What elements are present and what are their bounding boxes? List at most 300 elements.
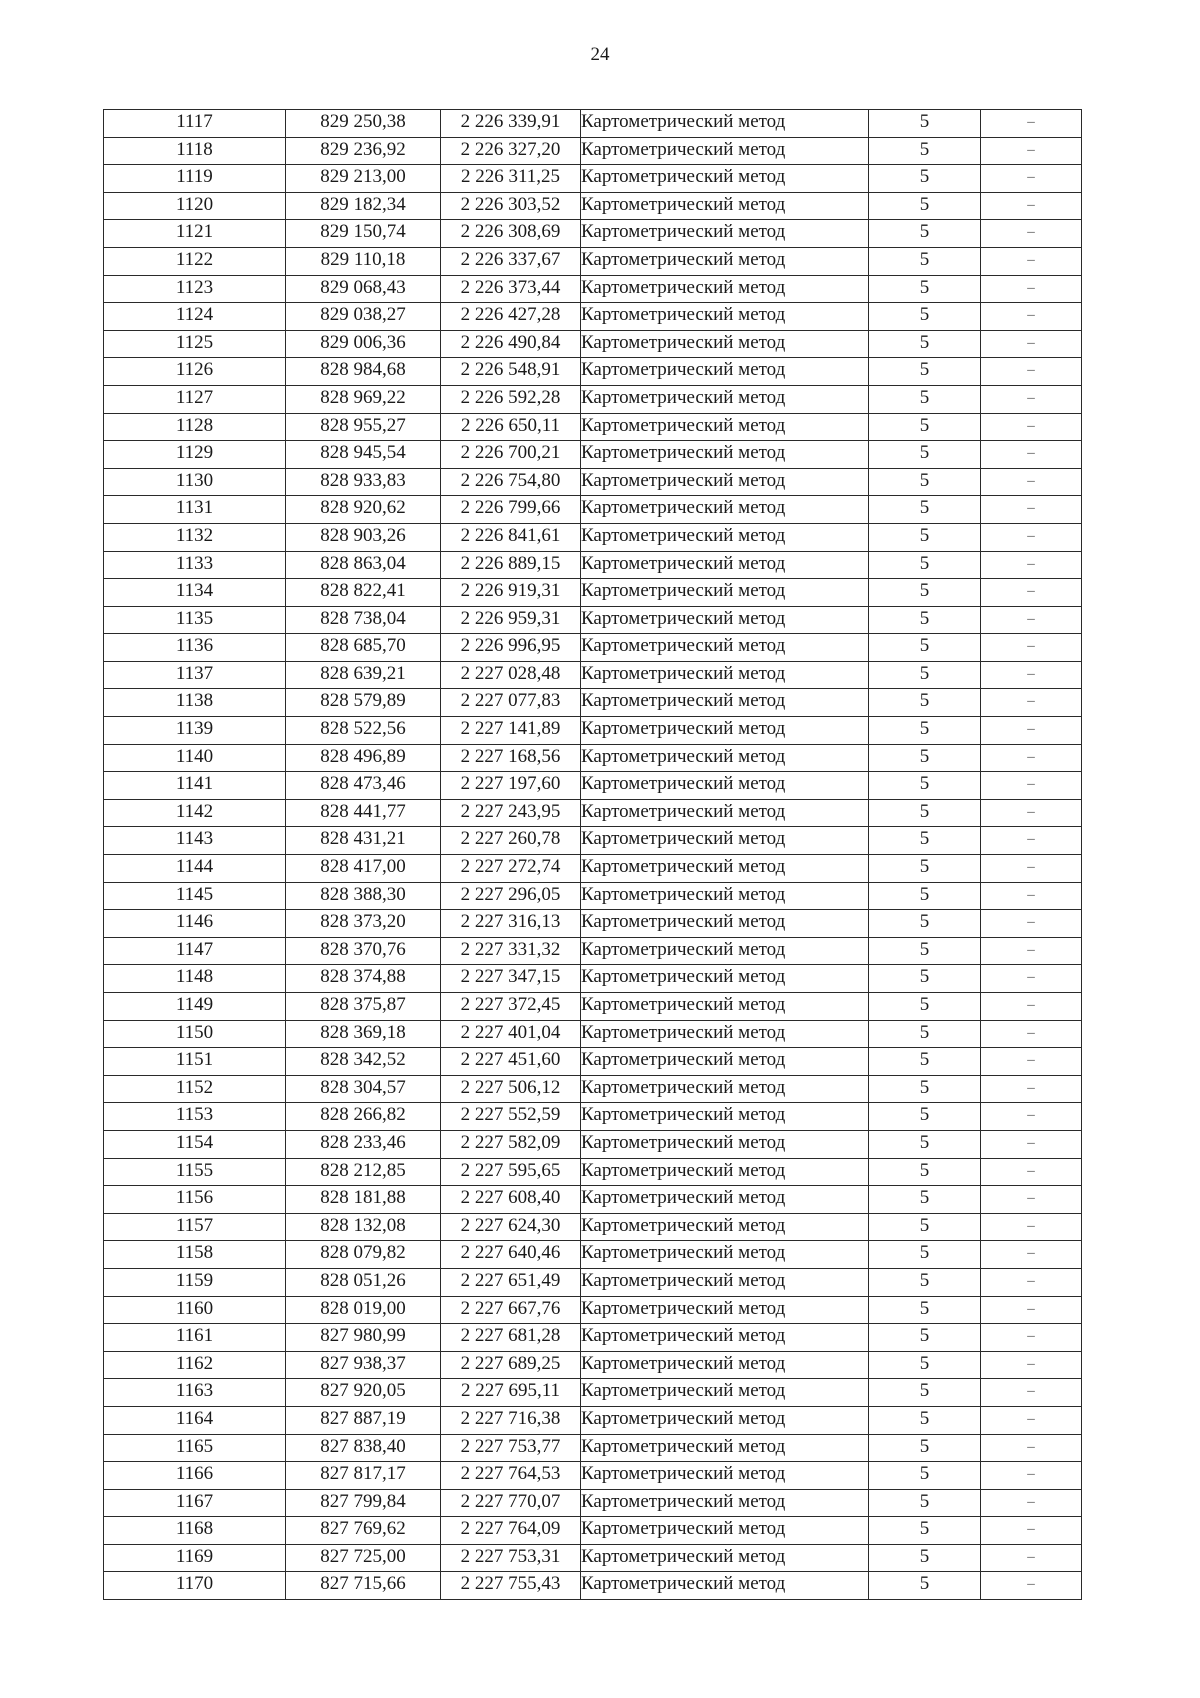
table-row [104, 1434, 1082, 1462]
note-cell: – [981, 1406, 1082, 1434]
accuracy-cell: 5 [869, 1434, 981, 1462]
accuracy-cell: 5 [869, 275, 981, 303]
x-coordinate-cell: 828 969,22 [286, 385, 441, 413]
y-coordinate-cell: 2 227 243,95 [441, 799, 581, 827]
point-number-cell: 1164 [104, 1406, 286, 1434]
accuracy-cell: 5 [869, 1213, 981, 1241]
note-cell: – [981, 1517, 1082, 1545]
coordinates-table [103, 109, 1082, 1600]
point-number-cell: 1126 [104, 358, 286, 386]
accuracy-cell: 5 [869, 717, 981, 745]
point-number-cell: 1147 [104, 937, 286, 965]
point-number-cell: 1161 [104, 1324, 286, 1352]
y-coordinate-cell: 2 227 451,60 [441, 1048, 581, 1076]
table-row [104, 1103, 1082, 1131]
x-coordinate-cell: 827 980,99 [286, 1324, 441, 1352]
y-coordinate-cell: 2 226 592,28 [441, 385, 581, 413]
x-coordinate-cell: 828 370,76 [286, 937, 441, 965]
x-coordinate-cell: 827 838,40 [286, 1434, 441, 1462]
accuracy-cell: 5 [869, 330, 981, 358]
note-cell: – [981, 827, 1082, 855]
point-number-cell: 1130 [104, 468, 286, 496]
x-coordinate-cell: 828 266,82 [286, 1103, 441, 1131]
y-coordinate-cell: 2 227 347,15 [441, 965, 581, 993]
y-coordinate-cell: 2 227 689,25 [441, 1351, 581, 1379]
y-coordinate-cell: 2 226 799,66 [441, 496, 581, 524]
table-row [104, 606, 1082, 634]
method-cell: Картометрический метод [581, 1517, 869, 1545]
method-cell: Картометрический метод [581, 1020, 869, 1048]
method-cell: Картометрический метод [581, 1296, 869, 1324]
table-row [104, 965, 1082, 993]
y-coordinate-cell: 2 227 695,11 [441, 1379, 581, 1407]
accuracy-cell: 5 [869, 1379, 981, 1407]
method-cell: Картометрический метод [581, 1544, 869, 1572]
note-cell: – [981, 441, 1082, 469]
method-cell: Картометрический метод [581, 496, 869, 524]
point-number-cell: 1131 [104, 496, 286, 524]
table-row [104, 937, 1082, 965]
method-cell: Картометрический метод [581, 1241, 869, 1269]
x-coordinate-cell: 828 342,52 [286, 1048, 441, 1076]
point-number-cell: 1117 [104, 110, 286, 138]
y-coordinate-cell: 2 227 552,59 [441, 1103, 581, 1131]
x-coordinate-cell: 827 799,84 [286, 1489, 441, 1517]
point-number-cell: 1118 [104, 137, 286, 165]
method-cell: Картометрический метод [581, 1489, 869, 1517]
x-coordinate-cell: 828 920,62 [286, 496, 441, 524]
x-coordinate-cell: 827 769,62 [286, 1517, 441, 1545]
accuracy-cell: 5 [869, 551, 981, 579]
accuracy-cell: 5 [869, 137, 981, 165]
y-coordinate-cell: 2 227 506,12 [441, 1075, 581, 1103]
x-coordinate-cell: 828 639,21 [286, 661, 441, 689]
y-coordinate-cell: 2 227 640,46 [441, 1241, 581, 1269]
table-row [104, 1351, 1082, 1379]
method-cell: Картометрический метод [581, 1158, 869, 1186]
x-coordinate-cell: 828 019,00 [286, 1296, 441, 1324]
y-coordinate-cell: 2 227 755,43 [441, 1572, 581, 1600]
table-row [104, 1241, 1082, 1269]
method-cell: Картометрический метод [581, 1572, 869, 1600]
accuracy-cell: 5 [869, 192, 981, 220]
accuracy-cell: 5 [869, 1241, 981, 1269]
table-row [104, 1268, 1082, 1296]
method-cell: Картометрический метод [581, 1268, 869, 1296]
x-coordinate-cell: 828 051,26 [286, 1268, 441, 1296]
y-coordinate-cell: 2 227 372,45 [441, 993, 581, 1021]
note-cell: – [981, 1075, 1082, 1103]
point-number-cell: 1120 [104, 192, 286, 220]
note-cell: – [981, 1489, 1082, 1517]
method-cell: Картометрический метод [581, 1130, 869, 1158]
x-coordinate-cell: 828 579,89 [286, 689, 441, 717]
table-row [104, 1020, 1082, 1048]
accuracy-cell: 5 [869, 1324, 981, 1352]
point-number-cell: 1133 [104, 551, 286, 579]
point-number-cell: 1122 [104, 247, 286, 275]
point-number-cell: 1152 [104, 1075, 286, 1103]
accuracy-cell: 5 [869, 496, 981, 524]
table-row [104, 772, 1082, 800]
method-cell: Картометрический метод [581, 358, 869, 386]
note-cell: – [981, 523, 1082, 551]
method-cell: Картометрический метод [581, 855, 869, 883]
method-cell: Картометрический метод [581, 1324, 869, 1352]
note-cell: – [981, 1351, 1082, 1379]
note-cell: – [981, 910, 1082, 938]
note-cell: – [981, 799, 1082, 827]
x-coordinate-cell: 828 431,21 [286, 827, 441, 855]
point-number-cell: 1156 [104, 1186, 286, 1214]
accuracy-cell: 5 [869, 1572, 981, 1600]
point-number-cell: 1151 [104, 1048, 286, 1076]
method-cell: Картометрический метод [581, 910, 869, 938]
table-row [104, 744, 1082, 772]
table-row [104, 220, 1082, 248]
point-number-cell: 1134 [104, 579, 286, 607]
x-coordinate-cell: 828 304,57 [286, 1075, 441, 1103]
table-row [104, 192, 1082, 220]
note-cell: – [981, 579, 1082, 607]
method-cell: Картометрический метод [581, 1379, 869, 1407]
y-coordinate-cell: 2 226 308,69 [441, 220, 581, 248]
accuracy-cell: 5 [869, 110, 981, 138]
table-row [104, 496, 1082, 524]
x-coordinate-cell: 827 887,19 [286, 1406, 441, 1434]
note-cell: – [981, 468, 1082, 496]
method-cell: Картометрический метод [581, 827, 869, 855]
method-cell: Картометрический метод [581, 275, 869, 303]
note-cell: – [981, 358, 1082, 386]
method-cell: Картометрический метод [581, 1048, 869, 1076]
point-number-cell: 1150 [104, 1020, 286, 1048]
note-cell: – [981, 247, 1082, 275]
y-coordinate-cell: 2 227 753,77 [441, 1434, 581, 1462]
y-coordinate-cell: 2 227 028,48 [441, 661, 581, 689]
point-number-cell: 1123 [104, 275, 286, 303]
y-coordinate-cell: 2 227 770,07 [441, 1489, 581, 1517]
point-number-cell: 1146 [104, 910, 286, 938]
method-cell: Картометрический метод [581, 192, 869, 220]
method-cell: Картометрический метод [581, 247, 869, 275]
method-cell: Картометрический метод [581, 220, 869, 248]
y-coordinate-cell: 2 227 141,89 [441, 717, 581, 745]
method-cell: Картометрический метод [581, 413, 869, 441]
table-row [104, 579, 1082, 607]
y-coordinate-cell: 2 227 316,13 [441, 910, 581, 938]
y-coordinate-cell: 2 227 764,09 [441, 1517, 581, 1545]
table-row [104, 827, 1082, 855]
note-cell: – [981, 1048, 1082, 1076]
x-coordinate-cell: 827 938,37 [286, 1351, 441, 1379]
accuracy-cell: 5 [869, 1130, 981, 1158]
table-row [104, 717, 1082, 745]
y-coordinate-cell: 2 227 296,05 [441, 882, 581, 910]
x-coordinate-cell: 828 369,18 [286, 1020, 441, 1048]
x-coordinate-cell: 828 181,88 [286, 1186, 441, 1214]
point-number-cell: 1121 [104, 220, 286, 248]
table-row [104, 1406, 1082, 1434]
table-row [104, 799, 1082, 827]
table-row [104, 689, 1082, 717]
table-row [104, 247, 1082, 275]
y-coordinate-cell: 2 227 401,04 [441, 1020, 581, 1048]
accuracy-cell: 5 [869, 1103, 981, 1131]
y-coordinate-cell: 2 226 841,61 [441, 523, 581, 551]
x-coordinate-cell: 827 920,05 [286, 1379, 441, 1407]
table-row [104, 1572, 1082, 1600]
point-number-cell: 1124 [104, 303, 286, 331]
accuracy-cell: 5 [869, 661, 981, 689]
note-cell: – [981, 744, 1082, 772]
accuracy-cell: 5 [869, 799, 981, 827]
accuracy-cell: 5 [869, 1186, 981, 1214]
accuracy-cell: 5 [869, 634, 981, 662]
method-cell: Картометрический метод [581, 799, 869, 827]
x-coordinate-cell: 829 250,38 [286, 110, 441, 138]
point-number-cell: 1160 [104, 1296, 286, 1324]
table-row [104, 1130, 1082, 1158]
point-number-cell: 1168 [104, 1517, 286, 1545]
y-coordinate-cell: 2 227 272,74 [441, 855, 581, 883]
accuracy-cell: 5 [869, 413, 981, 441]
accuracy-cell: 5 [869, 1489, 981, 1517]
method-cell: Картометрический метод [581, 165, 869, 193]
accuracy-cell: 5 [869, 358, 981, 386]
note-cell: – [981, 1296, 1082, 1324]
x-coordinate-cell: 828 863,04 [286, 551, 441, 579]
y-coordinate-cell: 2 226 339,91 [441, 110, 581, 138]
table-row [104, 441, 1082, 469]
table-row [104, 1517, 1082, 1545]
accuracy-cell: 5 [869, 1020, 981, 1048]
x-coordinate-cell: 828 373,20 [286, 910, 441, 938]
y-coordinate-cell: 2 227 651,49 [441, 1268, 581, 1296]
table-row [104, 910, 1082, 938]
accuracy-cell: 5 [869, 1544, 981, 1572]
accuracy-cell: 5 [869, 606, 981, 634]
method-cell: Картометрический метод [581, 993, 869, 1021]
note-cell: – [981, 1434, 1082, 1462]
y-coordinate-cell: 2 227 764,53 [441, 1462, 581, 1490]
method-cell: Картометрический метод [581, 137, 869, 165]
x-coordinate-cell: 827 817,17 [286, 1462, 441, 1490]
method-cell: Картометрический метод [581, 1351, 869, 1379]
note-cell: – [981, 496, 1082, 524]
accuracy-cell: 5 [869, 993, 981, 1021]
note-cell: – [981, 1213, 1082, 1241]
point-number-cell: 1153 [104, 1103, 286, 1131]
table-row [104, 468, 1082, 496]
method-cell: Картометрический метод [581, 772, 869, 800]
table-row [104, 303, 1082, 331]
note-cell: – [981, 1572, 1082, 1600]
accuracy-cell: 5 [869, 523, 981, 551]
x-coordinate-cell: 828 738,04 [286, 606, 441, 634]
point-number-cell: 1140 [104, 744, 286, 772]
y-coordinate-cell: 2 227 582,09 [441, 1130, 581, 1158]
y-coordinate-cell: 2 227 681,28 [441, 1324, 581, 1352]
y-coordinate-cell: 2 227 667,76 [441, 1296, 581, 1324]
y-coordinate-cell: 2 226 996,95 [441, 634, 581, 662]
x-coordinate-cell: 828 388,30 [286, 882, 441, 910]
method-cell: Картометрический метод [581, 303, 869, 331]
y-coordinate-cell: 2 227 077,83 [441, 689, 581, 717]
y-coordinate-cell: 2 227 608,40 [441, 1186, 581, 1214]
table-row [104, 1544, 1082, 1572]
x-coordinate-cell: 828 374,88 [286, 965, 441, 993]
note-cell: – [981, 165, 1082, 193]
point-number-cell: 1139 [104, 717, 286, 745]
table-row [104, 1296, 1082, 1324]
point-number-cell: 1155 [104, 1158, 286, 1186]
accuracy-cell: 5 [869, 882, 981, 910]
note-cell: – [981, 1241, 1082, 1269]
y-coordinate-cell: 2 226 650,11 [441, 413, 581, 441]
note-cell: – [981, 882, 1082, 910]
note-cell: – [981, 1268, 1082, 1296]
y-coordinate-cell: 2 227 595,65 [441, 1158, 581, 1186]
table-row [104, 165, 1082, 193]
method-cell: Картометрический метод [581, 1103, 869, 1131]
x-coordinate-cell: 828 375,87 [286, 993, 441, 1021]
table-row [104, 275, 1082, 303]
note-cell: – [981, 1103, 1082, 1131]
x-coordinate-cell: 828 473,46 [286, 772, 441, 800]
x-coordinate-cell: 828 685,70 [286, 634, 441, 662]
method-cell: Картометрический метод [581, 441, 869, 469]
note-cell: – [981, 551, 1082, 579]
method-cell: Картометрический метод [581, 468, 869, 496]
note-cell: – [981, 634, 1082, 662]
table-row [104, 882, 1082, 910]
x-coordinate-cell: 829 150,74 [286, 220, 441, 248]
table-row [104, 330, 1082, 358]
accuracy-cell: 5 [869, 441, 981, 469]
note-cell: – [981, 855, 1082, 883]
x-coordinate-cell: 827 725,00 [286, 1544, 441, 1572]
accuracy-cell: 5 [869, 827, 981, 855]
note-cell: – [981, 192, 1082, 220]
table-row [104, 855, 1082, 883]
point-number-cell: 1167 [104, 1489, 286, 1517]
point-number-cell: 1157 [104, 1213, 286, 1241]
point-number-cell: 1165 [104, 1434, 286, 1462]
x-coordinate-cell: 828 984,68 [286, 358, 441, 386]
x-coordinate-cell: 828 933,83 [286, 468, 441, 496]
method-cell: Картометрический метод [581, 744, 869, 772]
y-coordinate-cell: 2 226 919,31 [441, 579, 581, 607]
y-coordinate-cell: 2 226 700,21 [441, 441, 581, 469]
x-coordinate-cell: 829 236,92 [286, 137, 441, 165]
point-number-cell: 1145 [104, 882, 286, 910]
y-coordinate-cell: 2 226 327,20 [441, 137, 581, 165]
y-coordinate-cell: 2 226 490,84 [441, 330, 581, 358]
table-row [104, 661, 1082, 689]
table-row [104, 523, 1082, 551]
method-cell: Картометрический метод [581, 1406, 869, 1434]
method-cell: Картометрический метод [581, 579, 869, 607]
note-cell: – [981, 330, 1082, 358]
x-coordinate-cell: 828 903,26 [286, 523, 441, 551]
y-coordinate-cell: 2 226 889,15 [441, 551, 581, 579]
note-cell: – [981, 689, 1082, 717]
accuracy-cell: 5 [869, 1351, 981, 1379]
accuracy-cell: 5 [869, 220, 981, 248]
y-coordinate-cell: 2 226 959,31 [441, 606, 581, 634]
note-cell: – [981, 385, 1082, 413]
note-cell: – [981, 606, 1082, 634]
point-number-cell: 1169 [104, 1544, 286, 1572]
y-coordinate-cell: 2 226 427,28 [441, 303, 581, 331]
table-row [104, 1324, 1082, 1352]
method-cell: Картометрический метод [581, 1213, 869, 1241]
y-coordinate-cell: 2 227 260,78 [441, 827, 581, 855]
table-row [104, 1186, 1082, 1214]
accuracy-cell: 5 [869, 689, 981, 717]
note-cell: – [981, 275, 1082, 303]
method-cell: Картометрический метод [581, 937, 869, 965]
method-cell: Картометрический метод [581, 385, 869, 413]
note-cell: – [981, 137, 1082, 165]
y-coordinate-cell: 2 226 311,25 [441, 165, 581, 193]
point-number-cell: 1132 [104, 523, 286, 551]
note-cell: – [981, 1544, 1082, 1572]
point-number-cell: 1170 [104, 1572, 286, 1600]
note-cell: – [981, 717, 1082, 745]
accuracy-cell: 5 [869, 965, 981, 993]
accuracy-cell: 5 [869, 468, 981, 496]
x-coordinate-cell: 829 006,36 [286, 330, 441, 358]
accuracy-cell: 5 [869, 1048, 981, 1076]
page-number: 24 [590, 44, 610, 65]
point-number-cell: 1158 [104, 1241, 286, 1269]
note-cell: – [981, 1020, 1082, 1048]
table-row [104, 1213, 1082, 1241]
note-cell: – [981, 1186, 1082, 1214]
method-cell: Картометрический метод [581, 1186, 869, 1214]
accuracy-cell: 5 [869, 855, 981, 883]
point-number-cell: 1127 [104, 385, 286, 413]
method-cell: Картометрический метод [581, 1075, 869, 1103]
accuracy-cell: 5 [869, 1268, 981, 1296]
method-cell: Картометрический метод [581, 523, 869, 551]
method-cell: Картометрический метод [581, 1462, 869, 1490]
method-cell: Картометрический метод [581, 882, 869, 910]
x-coordinate-cell: 829 038,27 [286, 303, 441, 331]
x-coordinate-cell: 828 233,46 [286, 1130, 441, 1158]
y-coordinate-cell: 2 226 337,67 [441, 247, 581, 275]
note-cell: – [981, 993, 1082, 1021]
note-cell: – [981, 1130, 1082, 1158]
point-number-cell: 1128 [104, 413, 286, 441]
note-cell: – [981, 1324, 1082, 1352]
point-number-cell: 1125 [104, 330, 286, 358]
accuracy-cell: 5 [869, 1296, 981, 1324]
note-cell: – [981, 413, 1082, 441]
method-cell: Картометрический метод [581, 1434, 869, 1462]
y-coordinate-cell: 2 227 716,38 [441, 1406, 581, 1434]
y-coordinate-cell: 2 227 331,32 [441, 937, 581, 965]
note-cell: – [981, 303, 1082, 331]
point-number-cell: 1142 [104, 799, 286, 827]
accuracy-cell: 5 [869, 937, 981, 965]
x-coordinate-cell: 828 955,27 [286, 413, 441, 441]
accuracy-cell: 5 [869, 1406, 981, 1434]
note-cell: – [981, 772, 1082, 800]
y-coordinate-cell: 2 227 168,56 [441, 744, 581, 772]
